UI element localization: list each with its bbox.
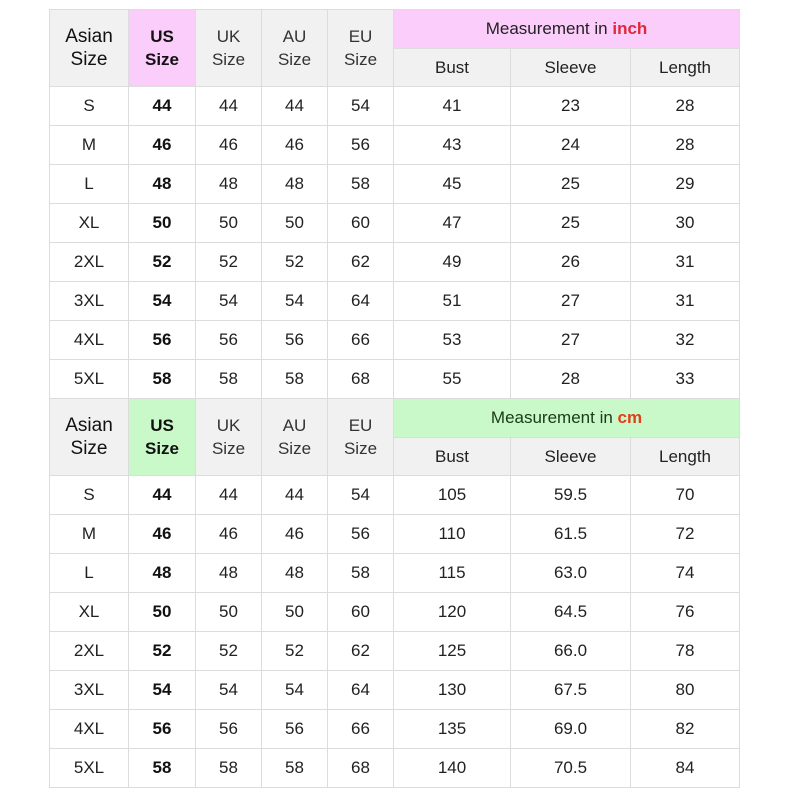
cell-uk: 54 [196, 282, 262, 321]
cell-bust: 110 [394, 515, 511, 554]
cell-length: 28 [631, 87, 740, 126]
table-row [50, 710, 740, 749]
cell-asian: 4XL [50, 321, 129, 360]
table-row [50, 632, 740, 671]
cell-us: 58 [129, 749, 196, 788]
cell-us: 48 [129, 554, 196, 593]
cell-bust: 135 [394, 710, 511, 749]
cell-sleeve: 23 [511, 87, 631, 126]
cell-au: 54 [262, 671, 328, 710]
cell-uk: 46 [196, 515, 262, 554]
cell-eu: 64 [328, 282, 394, 321]
cell-eu: 62 [328, 632, 394, 671]
cell-sleeve: 27 [511, 282, 631, 321]
cell-uk: 44 [196, 476, 262, 515]
header-sleeve: Sleeve [511, 438, 631, 476]
cell-eu: 58 [328, 554, 394, 593]
cell-bust: 55 [394, 360, 511, 399]
cell-uk: 44 [196, 87, 262, 126]
measurement-unit: inch [612, 19, 648, 38]
cell-us: 52 [129, 632, 196, 671]
size-chart [49, 9, 739, 788]
header-us-size-cm [129, 399, 196, 476]
cell-sleeve: 27 [511, 321, 631, 360]
cell-sleeve: 26 [511, 243, 631, 282]
cell-bust: 51 [394, 282, 511, 321]
cell-au: 44 [262, 476, 328, 515]
cell-au: 44 [262, 87, 328, 126]
table-row [50, 360, 740, 399]
cell-asian: L [50, 165, 129, 204]
cell-bust: 115 [394, 554, 511, 593]
cell-eu: 54 [328, 476, 394, 515]
cell-eu: 56 [328, 515, 394, 554]
cell-sleeve: 67.5 [511, 671, 631, 710]
cell-us: 54 [129, 671, 196, 710]
cell-sleeve: 64.5 [511, 593, 631, 632]
header-label: Size [343, 50, 378, 69]
cell-eu: 66 [328, 710, 394, 749]
cell-us: 58 [129, 360, 196, 399]
header-eu-size-inch [328, 10, 394, 87]
cell-bust: 130 [394, 671, 511, 710]
cell-uk: 54 [196, 671, 262, 710]
cell-au: 50 [262, 204, 328, 243]
header-label: UK [216, 27, 241, 46]
cell-length: 31 [631, 243, 740, 282]
header-label: Size [277, 439, 312, 458]
cell-asian: M [50, 515, 129, 554]
cell-asian: XL [50, 204, 129, 243]
header-bust: Bust [394, 438, 511, 476]
header-sleeve: Sleeve [511, 49, 631, 87]
cell-length: 28 [631, 126, 740, 165]
cell-length: 72 [631, 515, 740, 554]
cell-bust: 120 [394, 593, 511, 632]
cell-sleeve: 69.0 [511, 710, 631, 749]
cell-bust: 41 [394, 87, 511, 126]
cell-length: 76 [631, 593, 740, 632]
header-label: AU [282, 416, 307, 435]
measurement-unit: cm [617, 408, 643, 427]
cell-uk: 56 [196, 710, 262, 749]
cell-sleeve: 25 [511, 204, 631, 243]
cell-eu: 64 [328, 671, 394, 710]
cell-uk: 48 [196, 554, 262, 593]
header-label: Size [277, 50, 312, 69]
cell-length: 29 [631, 165, 740, 204]
cell-length: 30 [631, 204, 740, 243]
cell-au: 50 [262, 593, 328, 632]
header-label: Asian [65, 26, 113, 47]
cell-bust: 43 [394, 126, 511, 165]
cell-asian: 3XL [50, 671, 129, 710]
size-table [49, 9, 740, 788]
measurement-title-cm [394, 399, 740, 438]
cell-us: 44 [129, 476, 196, 515]
cell-asian: S [50, 476, 129, 515]
cell-length: 32 [631, 321, 740, 360]
cell-au: 46 [262, 126, 328, 165]
table-row [50, 515, 740, 554]
cell-bust: 125 [394, 632, 511, 671]
cell-uk: 52 [196, 632, 262, 671]
table-row [50, 671, 740, 710]
cell-length: 78 [631, 632, 740, 671]
cell-au: 52 [262, 243, 328, 282]
cell-eu: 66 [328, 321, 394, 360]
cell-us: 50 [129, 204, 196, 243]
cell-length: 84 [631, 749, 740, 788]
cell-au: 58 [262, 360, 328, 399]
header-us-size-inch [129, 10, 196, 87]
cell-us: 46 [129, 126, 196, 165]
cell-asian: 2XL [50, 243, 129, 282]
cell-sleeve: 61.5 [511, 515, 631, 554]
cell-au: 56 [262, 321, 328, 360]
cell-length: 80 [631, 671, 740, 710]
cell-au: 56 [262, 710, 328, 749]
table-row [50, 282, 740, 321]
table-row [50, 749, 740, 788]
header-label: Size [211, 50, 246, 69]
cell-asian: 4XL [50, 710, 129, 749]
cell-uk: 52 [196, 243, 262, 282]
header-label: US [150, 416, 174, 435]
cell-asian: M [50, 126, 129, 165]
cell-uk: 48 [196, 165, 262, 204]
header-label: Asian [65, 415, 113, 436]
cell-au: 52 [262, 632, 328, 671]
cell-bust: 45 [394, 165, 511, 204]
header-uk-size-cm [196, 399, 262, 476]
cell-eu: 58 [328, 165, 394, 204]
table-row [50, 593, 740, 632]
header-label: Size [144, 50, 180, 69]
cell-uk: 56 [196, 321, 262, 360]
cell-uk: 58 [196, 749, 262, 788]
cell-uk: 50 [196, 593, 262, 632]
table-row [50, 87, 740, 126]
header-label: Size [211, 439, 246, 458]
cell-eu: 68 [328, 749, 394, 788]
cell-length: 31 [631, 282, 740, 321]
cell-au: 46 [262, 515, 328, 554]
table-row [50, 204, 740, 243]
cell-bust: 49 [394, 243, 511, 282]
cell-length: 74 [631, 554, 740, 593]
header-eu-size-cm [328, 399, 394, 476]
cell-sleeve: 59.5 [511, 476, 631, 515]
cell-bust: 140 [394, 749, 511, 788]
cell-asian: 5XL [50, 749, 129, 788]
cell-us: 48 [129, 165, 196, 204]
cell-au: 54 [262, 282, 328, 321]
cell-sleeve: 63.0 [511, 554, 631, 593]
cell-length: 82 [631, 710, 740, 749]
cell-us: 56 [129, 321, 196, 360]
cell-length: 70 [631, 476, 740, 515]
cell-au: 58 [262, 749, 328, 788]
table-row [50, 126, 740, 165]
cell-au: 48 [262, 554, 328, 593]
cell-eu: 60 [328, 204, 394, 243]
header-length: Length [631, 438, 740, 476]
cell-sleeve: 24 [511, 126, 631, 165]
cell-bust: 47 [394, 204, 511, 243]
table-row [50, 165, 740, 204]
cell-uk: 46 [196, 126, 262, 165]
table-row [50, 554, 740, 593]
cell-eu: 62 [328, 243, 394, 282]
header-asian-size-inch [50, 10, 129, 87]
header-label: Size [70, 49, 108, 70]
header-au-size-inch [262, 10, 328, 87]
header-label: EU [348, 27, 373, 46]
cell-eu: 54 [328, 87, 394, 126]
header-asian-size-cm [50, 399, 129, 476]
cell-au: 48 [262, 165, 328, 204]
cell-us: 50 [129, 593, 196, 632]
measurement-title-inch [394, 10, 740, 49]
cell-asian: S [50, 87, 129, 126]
cell-us: 54 [129, 282, 196, 321]
cell-sleeve: 70.5 [511, 749, 631, 788]
cell-asian: L [50, 554, 129, 593]
header-row-inch [50, 10, 740, 49]
header-label: Size [70, 438, 108, 459]
cell-eu: 60 [328, 593, 394, 632]
cell-sleeve: 28 [511, 360, 631, 399]
cell-us: 56 [129, 710, 196, 749]
header-label: AU [282, 27, 307, 46]
cell-bust: 105 [394, 476, 511, 515]
cell-us: 46 [129, 515, 196, 554]
cell-asian: XL [50, 593, 129, 632]
header-label: EU [348, 416, 373, 435]
table-row [50, 321, 740, 360]
measurement-prefix: Measurement in [490, 408, 618, 427]
header-length: Length [631, 49, 740, 87]
cell-length: 33 [631, 360, 740, 399]
cell-us: 52 [129, 243, 196, 282]
cell-asian: 5XL [50, 360, 129, 399]
cell-bust: 53 [394, 321, 511, 360]
header-au-size-cm [262, 399, 328, 476]
header-label: US [150, 27, 174, 46]
cell-eu: 56 [328, 126, 394, 165]
cell-sleeve: 66.0 [511, 632, 631, 671]
measurement-prefix: Measurement in [485, 19, 613, 38]
cell-us: 44 [129, 87, 196, 126]
cell-uk: 50 [196, 204, 262, 243]
header-label: Size [343, 439, 378, 458]
cell-eu: 68 [328, 360, 394, 399]
header-label: UK [216, 416, 241, 435]
header-label: Size [144, 439, 180, 458]
cell-asian: 2XL [50, 632, 129, 671]
table-row [50, 476, 740, 515]
table-row [50, 243, 740, 282]
cell-sleeve: 25 [511, 165, 631, 204]
header-row-cm [50, 399, 740, 438]
header-uk-size-inch [196, 10, 262, 87]
header-bust: Bust [394, 49, 511, 87]
cell-asian: 3XL [50, 282, 129, 321]
cell-uk: 58 [196, 360, 262, 399]
